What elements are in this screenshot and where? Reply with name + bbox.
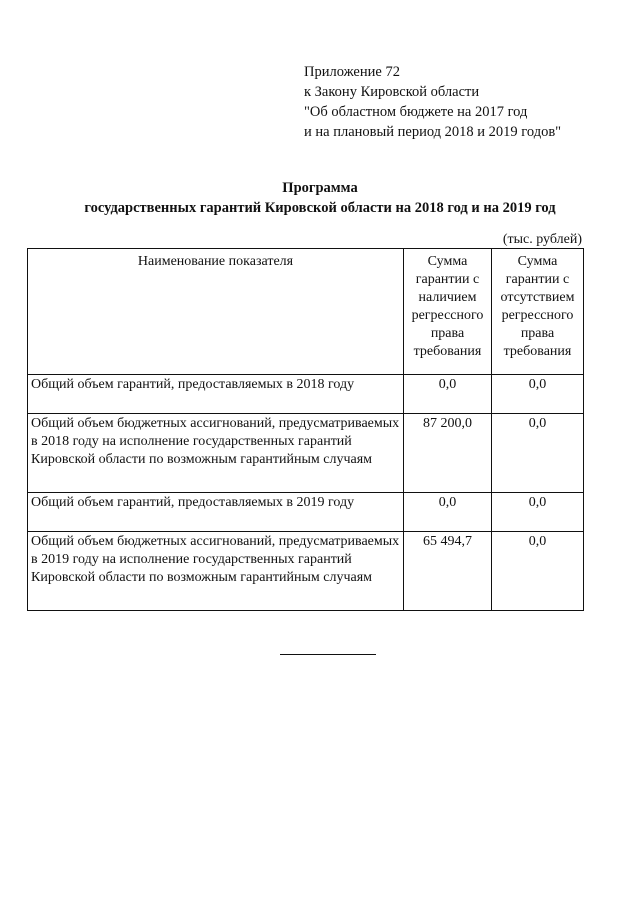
row-name: Общий объем гарантий, предоставляемых в 2018 году (28, 375, 404, 414)
row-without-regress: 0,0 (492, 493, 584, 532)
appendix-reference (304, 62, 561, 142)
row-name: Общий объем бюджетных ассигнований, предусматриваемых в 2018 году на исполнение государственных гарантий Кировской области по возможным гарантийным случаям (28, 414, 404, 493)
row-without-regress: 0,0 (492, 532, 584, 611)
table-row (28, 375, 584, 414)
row-without-regress: 0,0 (492, 414, 584, 493)
appendix-number: Приложение 72 (304, 64, 400, 80)
table-row (28, 532, 584, 611)
document-subtitle: государственных гарантий Кировской области на 2018 год и на 2019 год (84, 200, 556, 216)
column-header-name: Наименование показателя (28, 249, 404, 375)
row-with-regress: 87 200,0 (404, 414, 492, 493)
row-with-regress: 0,0 (404, 493, 492, 532)
appendix-law-title: "Об областном бюджете на 2017 год (304, 104, 528, 120)
table-row (28, 414, 584, 493)
column-header-with-regress: Сумма гарантии с наличием регрессного права требования (404, 249, 492, 375)
row-with-regress: 65 494,7 (404, 532, 492, 611)
guarantees-table (27, 248, 584, 611)
document-title: Программа (282, 180, 358, 196)
column-header-without-regress: Сумма гарантии с отсутствием регрессного права требования (492, 249, 584, 375)
row-name: Общий объем гарантий, предоставляемых в 2019 году (28, 493, 404, 532)
table-row (28, 493, 584, 532)
row-without-regress: 0,0 (492, 375, 584, 414)
row-with-regress: 0,0 (404, 375, 492, 414)
appendix-law: к Закону Кировской области (304, 84, 480, 100)
table-header-row (28, 249, 584, 375)
closing-line (280, 654, 376, 655)
row-name: Общий объем бюджетных ассигнований, предусматриваемых в 2019 году на исполнение государственных гарантий Кировской области по возможным гарантийным случаям (28, 532, 404, 611)
units-label: (тыс. рублей) (502, 232, 582, 247)
appendix-law-period: и на плановый период 2018 и 2019 годов" (304, 124, 562, 140)
